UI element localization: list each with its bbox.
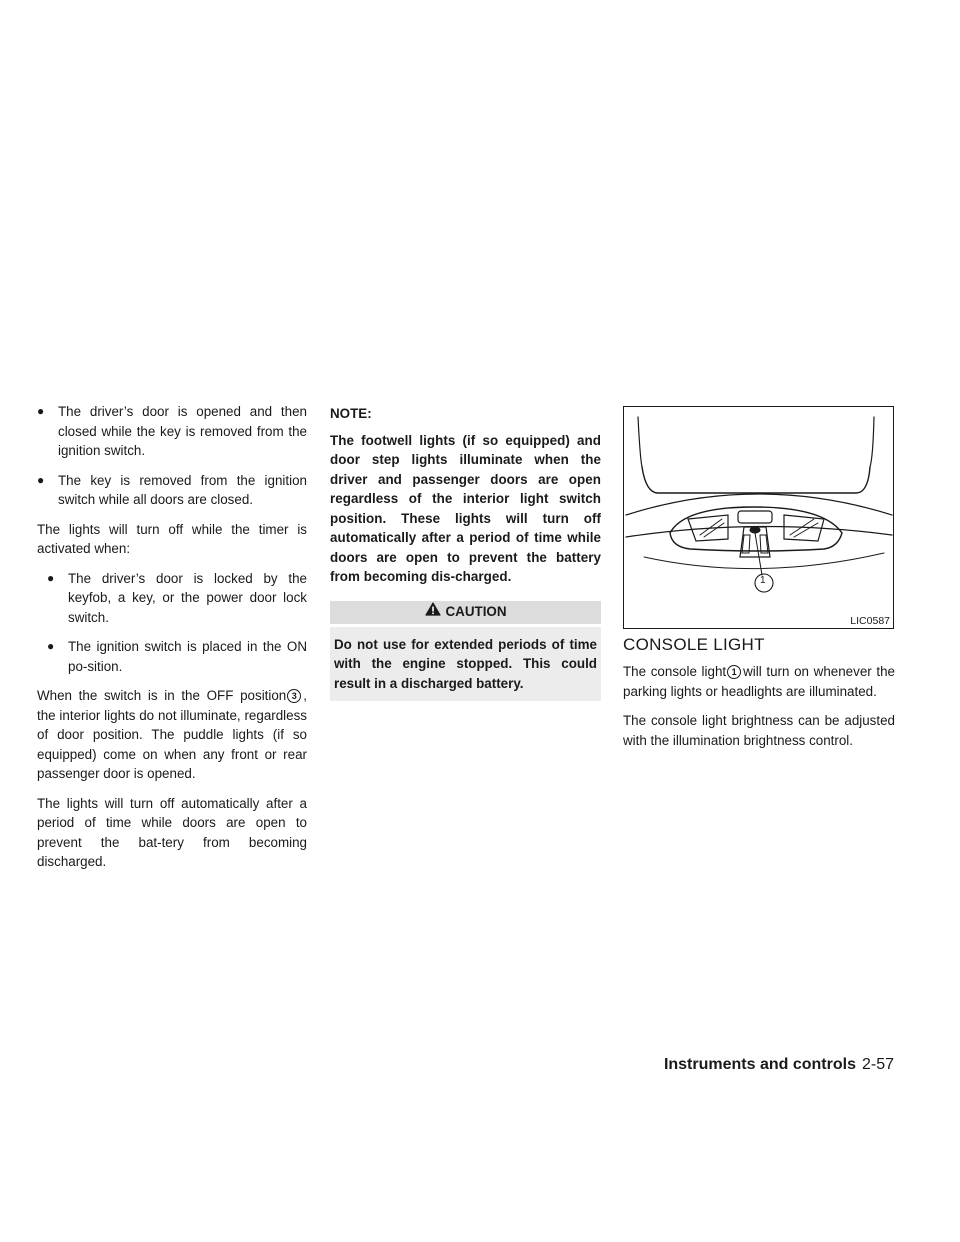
page-number: 2-57 [861,1056,894,1073]
section-title: CONSOLE LIGHT [623,635,765,654]
off-position-paragraph: When the switch is in the OFF position 3 , the interior lights do not illuminate, regardless of door position. The puddle lights (if so equipped) come on when any front or rear passenger door is opened. [37,688,307,781]
page-footer [664,1056,894,1074]
figure-callout-1: 1 [760,575,766,586]
column-left [37,402,307,882]
bullet-icon: ● [47,639,55,653]
list-item: ● The driver’s door is opened and then closed while the key is removed from the ignition switch. [37,404,307,458]
timer-intro: The lights will turn off while the timer is activated when: [37,521,307,556]
caution-header: CAUTION [330,601,601,624]
list-item: ● The ignition switch is placed in the ON po-sition. [47,639,307,674]
console-light-paragraph: The console light 1 will turn on whenever the parking lights or headlights are illuminated. [623,664,896,699]
column-right [623,662,895,760]
bullet-icon: ● [37,404,45,418]
warning-triangle-icon [425,602,441,622]
list-item: ● The key is removed from the ignition switch while all doors are closed. [37,472,307,507]
note-heading: NOTE: [330,406,372,421]
footer-section-title: Instruments and controls [663,1056,856,1073]
brightness-paragraph: The console light brightness can be adjusted with the illumination brightness control. [623,713,895,748]
figure-code: LIC0587 [850,615,890,627]
bullet-icon: ● [47,570,55,585]
console-light-figure [623,406,894,629]
callout-number-icon: 1 [727,665,741,679]
column-middle [330,402,601,701]
callout-number-icon: 3 [287,689,301,703]
note-body: The footwell lights (if so equipped) and door step lights illuminate when the driver and passenger doors are open regardless of the interior light switch position. These lights will turn off automatically after a period of time while doors are open to prevent the battery from becoming dis-charged. [330,432,601,584]
bullet-icon: ● [37,472,45,487]
auto-off-paragraph: The lights will turn off automatically after a period of time while doors are open to prevent the bat-tery from becoming discharged. [37,795,307,869]
list-item: ● The driver’s door is locked by the keyfob, a key, or the power door lock switch. [47,570,307,625]
console-illustration [624,407,893,628]
caution-body: Do not use for extended periods of time with the engine stopped. This could result in a discharged battery. [330,627,601,702]
